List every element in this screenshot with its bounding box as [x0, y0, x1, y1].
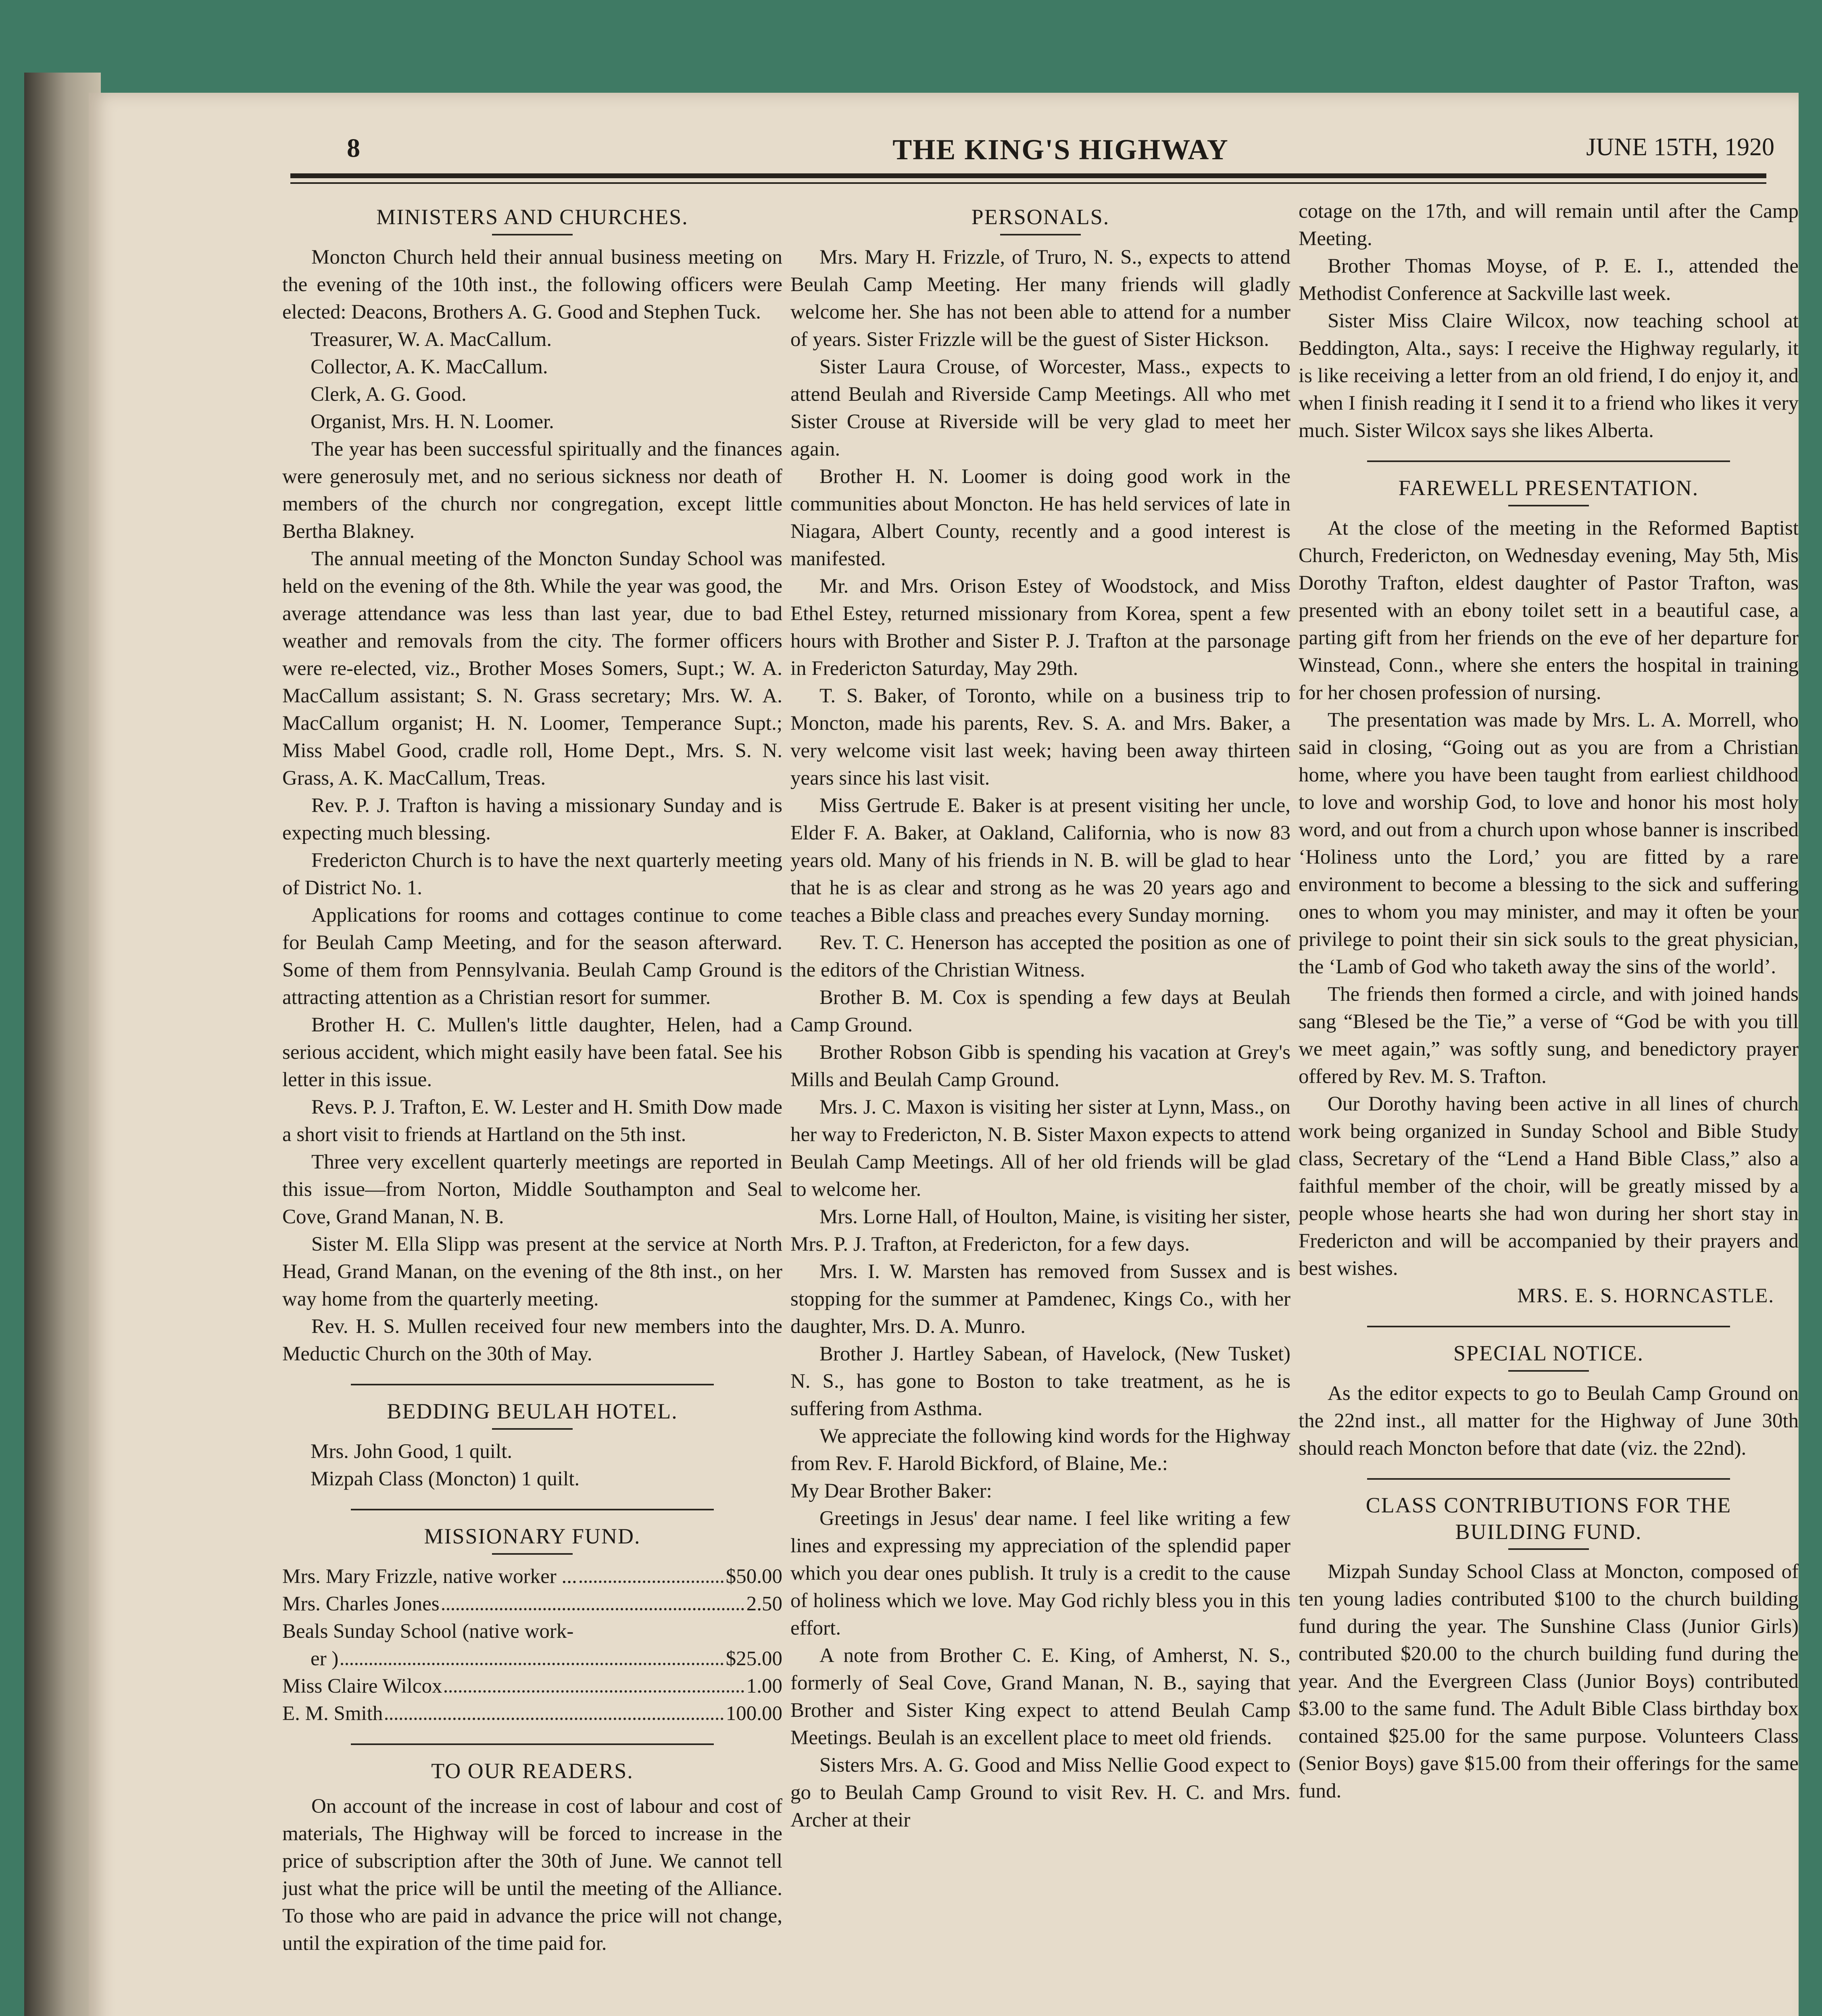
section-heading-readers: TO OUR READERS. [431, 1759, 634, 1783]
paragraph: Rev. P. J. Trafton is having a missionary Sunday and is expecting much blessing. [282, 794, 782, 844]
paragraph: Greetings in Jesus' dear name. I feel like writing a few lines and expressing my appreciation of the splendid paper which you dear ones publish. It truly is a credit to the cause of holiness which we love. May God richly bless you in this effort. [790, 1507, 1290, 1639]
paragraph: Mizpah Sunday School Class at Moncton, composed of ten young ladies contributed $100 to the church building fund during the year. The Sunshine Class (Junior Girls) contributed $20.00 to the church building fund during the year. And the Evergreen Class (Junior Boys) contributed $3.00 to the same fund. The Adult Bible Class birthday box contained $25.00 for the same purpose. Volunteers Class (Senior Boys) gave $15.00 from their offerings for the same fund. [1299, 1560, 1799, 1802]
leader-dots [442, 1608, 744, 1610]
fund-donor: er ) [311, 1647, 339, 1670]
paragraph: Mrs. I. W. Marsten has removed from Sussex and is stopping for the summer at Pamdenec, Kings Co., with her daughter, Mrs. D. A. Munro. [790, 1260, 1290, 1338]
fund-row-continued: Beals Sunday School (native work- [282, 1620, 574, 1643]
paragraph: Sister M. Ella Slipp was present at the service at North Head, Grand Manan, on the evening of the 8th inst., on her way home from the quarterly meeting. [282, 1233, 782, 1310]
fund-donor: E. M. Smith [282, 1702, 383, 1725]
fund-row [282, 1672, 782, 1700]
paragraph: cotage on the 17th, and will remain until after the Camp Meeting. [1299, 200, 1799, 250]
section-heading-missionary: MISSIONARY FUND. [424, 1524, 641, 1548]
paragraph: The year has been successful spiritually and the finances were generosuly met, and no serious sickness nor death of members of the church nor congregation, except little Bertha Blakney. [282, 438, 782, 543]
divider [492, 234, 573, 235]
divider [1508, 505, 1589, 506]
list-item: Organist, Mrs. H. N. Loomer. [311, 410, 554, 433]
section-heading-special-notice: SPECIAL NOTICE. [1453, 1341, 1644, 1365]
paragraph: Sister Laura Crouse, of Worcester, Mass., expects to attend Beulah and Riverside Camp Meetings. All who met Sister Crouse at Riverside will be very glad to meet her again. [790, 356, 1290, 460]
column-3 [1299, 198, 1799, 2016]
paragraph: Brother J. Hartley Sabean, of Havelock, (New Tusket) N. S., has gone to Boston to take treatment, as he is suffering from Asthma. [790, 1343, 1290, 1420]
leader-dots [341, 1663, 723, 1665]
paragraph: Brother Thomas Moyse, of P. E. I., attended the Methodist Conference at Sackville last week. [1299, 255, 1799, 305]
fund-row [282, 1590, 782, 1618]
list-item: Clerk, A. G. Good. [311, 383, 467, 406]
list-item: Collector, A. K. MacCallum. [311, 356, 548, 378]
paragraph: Mrs. J. C. Maxon is visiting her sister at Lynn, Mass., on her way to Fredericton, N. B. Sister Maxon expects to attend Beulah Camp Meetings. All of her old friends will be glad to welcome her. [790, 1096, 1290, 1201]
fund-amount: 2.50 [746, 1593, 782, 1615]
fund-row [282, 1563, 782, 1590]
paragraph: Three very excellent quarterly meetings are reported in this issue—from Norton, Middle Southampton and Seal Cove, Grand Manan, N. B. [282, 1151, 782, 1228]
paragraph: Mrs. Mary H. Frizzle, of Truro, N. S., expects to attend Beulah Camp Meeting. Her many friends will gladly welcome her. She has not been able to attend for a number of years. Sister Frizzle will be the guest of Sister Hickson. [790, 246, 1290, 351]
paragraph: Rev. H. S. Mullen received four new members into the Meductic Church on the 30th of May. [282, 1315, 782, 1365]
heading-line: CLASS CONTRIBUTIONS FOR THE [1365, 1493, 1732, 1517]
section-separator [351, 1743, 714, 1745]
fund-amount: $50.00 [725, 1565, 782, 1588]
page-number: 8 [347, 133, 360, 163]
leader-dots [385, 1718, 723, 1720]
paragraph: Our Dorothy having been active in all lines of church work being organized in Sunday School and Bible Study class, Secretary of the “Lend a Hand Bible Class,” also a faithful member of the choir, will be greatly missed by a people whose hearts she had won during her short stay in Fredericton and will be accompanied by their prayers and best wishes. [1299, 1093, 1799, 1280]
missionary-fund-list [282, 1563, 782, 1727]
divider [492, 1428, 573, 1430]
section-separator [351, 1384, 714, 1385]
paragraph: Rev. T. C. Henerson has accepted the position as one of the editors of the Christian Witness. [790, 931, 1290, 981]
paragraph: Sister Miss Claire Wilcox, now teaching school at Beddington, Alta., says: I receive the Highway regularly, it is like receiving a letter from an old friend, I do enjoy it, and when I finish reading it I send it to a friend who likes it very much. Sister Wilcox says she likes Alberta. [1299, 310, 1799, 442]
paragraph: The presentation was made by Mrs. L. A. Morrell, who said in closing, “Going out as you are from a Christian home, where you have been taught from earliest childhood to love and worship God, to love and honor his most holy word, and out from a church upon whose banner is inscribed ‘Holiness unto the Lord,’ you are fitted by a rare environment to become a blessing to the sick and suffering ones to whom you may minister, and may it often be your privilege to point their sin sick souls to the great physician, the ‘Lamb of God who taketh away the sins of the world’. [1299, 709, 1799, 978]
fund-amount: 1.00 [746, 1675, 782, 1697]
paragraph: Applications for rooms and cottages continue to come for Beulah Camp Meeting, and for the season afterward. Some of them from Pennsylvania. Beulah Camp Ground is attracting attention as a Christian resort for summer. [282, 904, 782, 1009]
paragraph: On account of the increase in cost of labour and cost of materials, The Highway will be forced to increase in the price of subscription after the 30th of June. We cannot tell just what the price will be until the meeting of the Alliance. To those who are paid in advance the price will not change, until the expiration of the time paid for. [282, 1795, 782, 1955]
section-heading-farewell: FAREWELL PRESENTATION. [1398, 476, 1699, 500]
paragraph: At the close of the meeting in the Reformed Baptist Church, Fredericton, on Wednesday evening, May 5th, Mis Dorothy Trafton, eldest daughter of Pastor Trafton, was presented with an ebony toilet sett in a beautiful case, a parting gift from her friends on the eve of her departure for Winstead, Conn., where she enters the hospital in training for her chosen profession of nursing. [1299, 517, 1799, 704]
fund-amount: $25.00 [725, 1647, 782, 1670]
paragraph: Fredericton Church is to have the next quarterly meeting of District No. 1. [282, 849, 782, 899]
paragraph: We appreciate the following kind words for the Highway from Rev. F. Harold Bickford, of Blaine, Me.: [790, 1425, 1290, 1475]
issue-date: JUNE 15TH, 1920 [1586, 133, 1774, 161]
paragraph: Revs. P. J. Trafton, E. W. Lester and H. Smith Dow made a short visit to friends at Hartland on the 5th inst. [282, 1096, 782, 1146]
author-signature: MRS. E. S. HORNCASTLE. [1517, 1285, 1774, 1307]
list-item: Mizpah Class (Moncton) 1 quilt. [311, 1468, 580, 1490]
section-separator [351, 1509, 714, 1510]
paragraph: As the editor expects to go to Beulah Camp Ground on the 22nd inst., all matter for the Highway of June 30th should reach Moncton before that date (viz. the 22nd). [1299, 1382, 1799, 1460]
paragraph: Brother Robson Gibb is spending his vacation at Grey's Mills and Beulah Camp Ground. [790, 1041, 1290, 1091]
paragraph: Brother H. N. Loomer is doing good work in the communities about Moncton. He has held services of late in Niagara, Albert County, recently and a good interest is manifested. [790, 465, 1290, 570]
fund-donor: Mrs. Mary Frizzle, native worker ... [282, 1565, 577, 1588]
paragraph: The friends then formed a circle, and with joined hands sang “Blesed be the Tie,” a verse of “God be with you till we meet again,” was softly sung, and benedictory prayer offered by Rev. M. S. Trafton. [1299, 983, 1799, 1088]
fund-row [282, 1645, 782, 1672]
officer-list [282, 326, 782, 435]
section-separator [1367, 1478, 1730, 1480]
divider [1000, 234, 1081, 235]
paragraph: Miss Gertrude E. Baker is at present visiting her uncle, Elder F. A. Baker, at Oakland, California, who is now 83 years old. Many of his friends in N. B. will be glad to hear that he is as clear and strong as he was 20 years ago and teaches a Bible class and preaches every Sunday morning. [790, 794, 1290, 927]
masthead-title: THE KING'S HIGHWAY [892, 133, 1229, 166]
paragraph: Brother H. C. Mullen's little daughter, Helen, had a serious accident, which might easily have been fatal. See his letter in this issue. [282, 1014, 782, 1091]
paragraph: Mrs. Lorne Hall, of Houlton, Maine, is visiting her sister, Mrs. P. J. Trafton, at Fredericton, for a few days. [790, 1206, 1290, 1256]
divider [1508, 1548, 1589, 1550]
section-heading-class-contributions [1299, 1492, 1799, 1545]
paragraph: T. S. Baker, of Toronto, while on a business trip to Moncton, made his parents, Rev. S. A. and Mrs. Baker, a very welcome visit last week; having been away thirteen years since his last visit. [790, 685, 1290, 789]
paragraph: The annual meeting of the Moncton Sunday School was held on the evening of the 8th. While the year was good, the average attendance was less than last year, due to bad weather and removals from the city. The former officers were re-elected, viz., Brother Moses Somers, Supt.; W. A. MacCallum assistant; S. N. Grass secretary; Mrs. W. A. MacCallum organist; H. N. Loomer, Temperance Supt.; Miss Mabel Good, cradle roll, Home Dept., Mrs. S. N. Grass, A. K. MacCallum, Treas. [282, 548, 782, 789]
leader-dots [580, 1581, 723, 1583]
header-rule-thick [290, 173, 1766, 178]
divider [492, 1553, 573, 1555]
fund-row [282, 1700, 782, 1727]
section-heading-bedding: BEDDING BEULAH HOTEL. [387, 1399, 678, 1423]
section-separator [1367, 460, 1730, 462]
section-heading-ministers: MINISTERS AND CHURCHES. [376, 205, 688, 229]
leader-dots [444, 1690, 744, 1693]
paragraph: Mr. and Mrs. Orison Estey of Woodstock, and Miss Ethel Estey, returned missionary from Korea, spent a few hours with Brother and Sister P. J. Trafton at the parsonage in Fredericton Saturday, May 29th. [790, 575, 1290, 680]
heading-line: BUILDING FUND. [1455, 1520, 1642, 1544]
list-item: Treasurer, W. A. MacCallum. [311, 328, 552, 351]
fund-amount: 100.00 [725, 1702, 782, 1725]
page-header [347, 133, 1774, 165]
bedding-list [282, 1438, 782, 1493]
paragraph: A note from Brother C. E. King, of Amherst, N. S., formerly of Seal Cove, Grand Manan, N. B., saying that Brother and Sister King expect to attend Beulah Camp Meetings. Beulah is an excellent place to meet old friends. [790, 1644, 1290, 1749]
section-separator [1367, 1326, 1730, 1327]
paragraph: Sisters Mrs. A. G. Good and Miss Nellie Good expect to go to Beulah Camp Ground to visit Rev. H. C. and Mrs. Archer at their [790, 1754, 1290, 1831]
fund-donor: Miss Claire Wilcox [282, 1675, 442, 1697]
list-item: Mrs. John Good, 1 quilt. [311, 1440, 513, 1463]
fund-donor: Mrs. Charles Jones [282, 1593, 440, 1615]
column-1 [282, 198, 782, 2016]
paragraph: Brother B. M. Cox is spending a few days at Beulah Camp Ground. [790, 986, 1290, 1036]
paragraph: Moncton Church held their annual business meeting on the evening of the 10th inst., the following officers were elected: Deacons, Brothers A. G. Good and Stephen Tuck. [282, 246, 782, 323]
letter-salutation: My Dear Brother Baker: [790, 1480, 992, 1502]
header-rule-thin [290, 182, 1766, 184]
column-2 [790, 198, 1290, 2016]
divider [1508, 1370, 1589, 1372]
section-heading-personals: PERSONALS. [971, 205, 1110, 229]
